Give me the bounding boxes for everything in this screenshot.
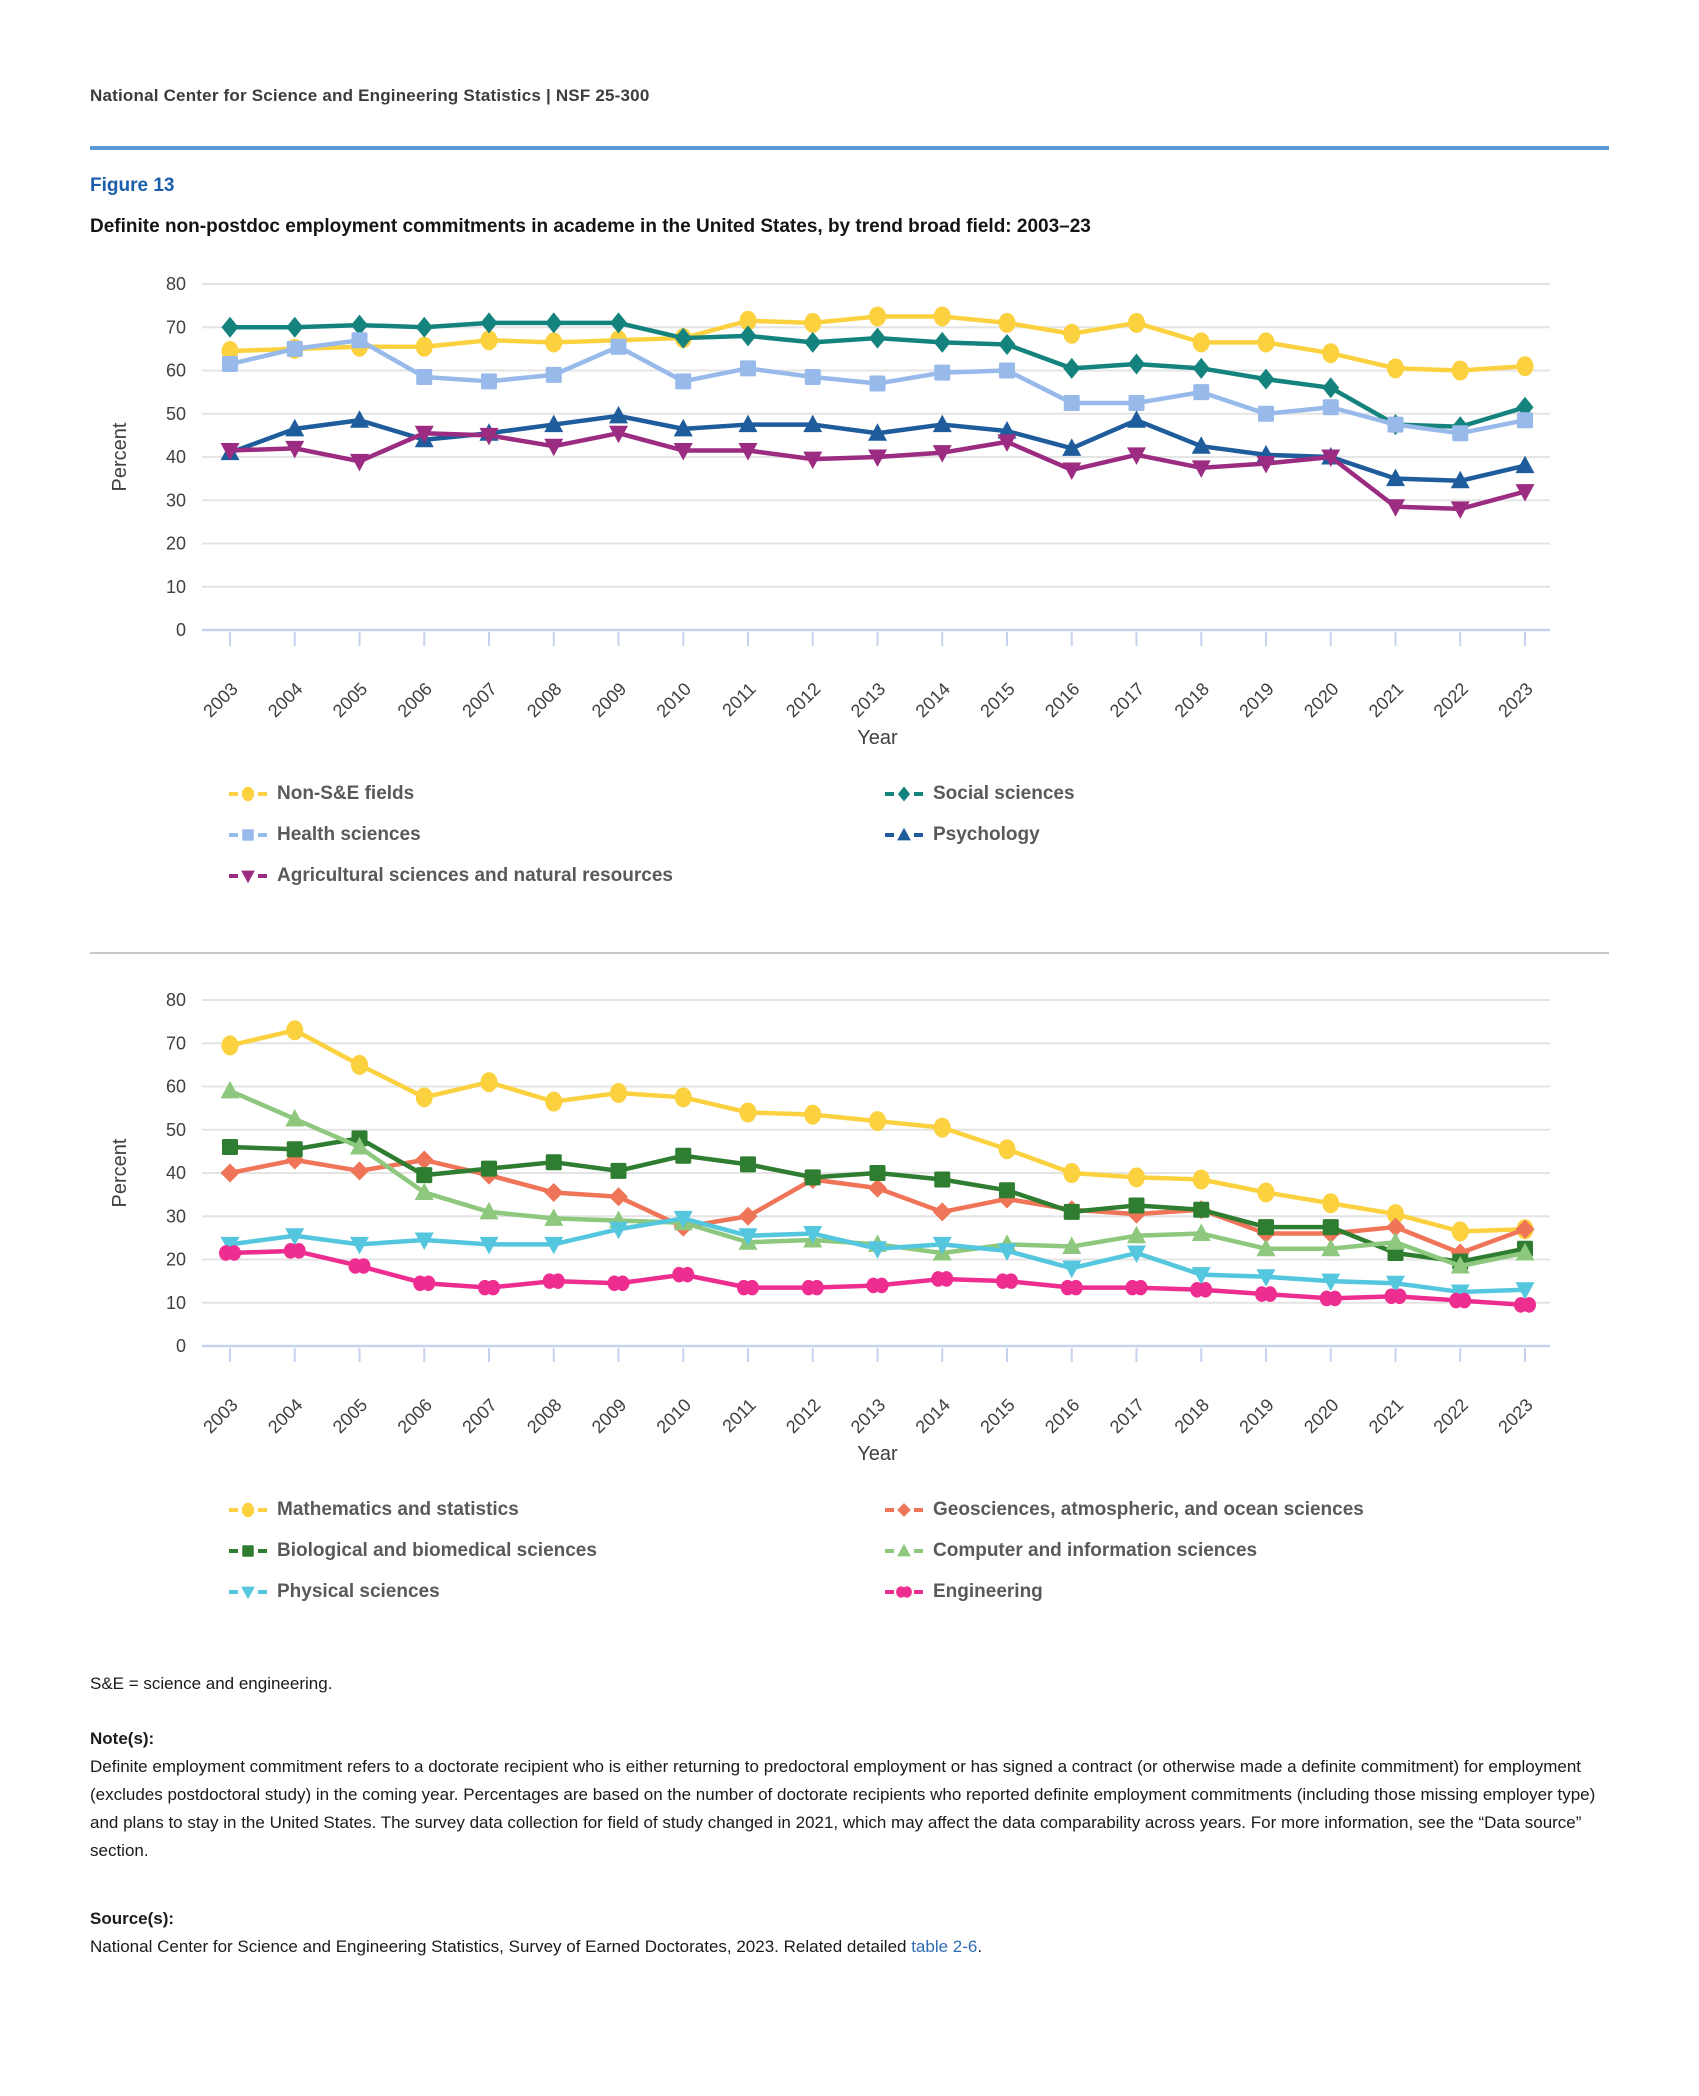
x-tick-label: 2014 [911,1394,955,1438]
legend-item-mathematics-and-statistics [228,1498,884,1522]
square-marker [546,367,562,383]
square-marker [1193,1202,1209,1218]
ellipse-marker [416,337,433,357]
x-tick-label: 2009 [587,1394,631,1438]
content [90,0,1609,1961]
x-tick-label: 2014 [911,678,955,722]
x-tick-label: 2011 [718,1394,760,1437]
triangle-up-marker [897,828,911,841]
diamond-legend-icon [884,1498,924,1522]
ellipse-marker [1063,1163,1080,1183]
figure-title: Definite non-postdoc employment commitments in academe in the United States, by trend broad field: 2003–23 [90,216,1091,237]
x-tick-label: 2023 [1494,1394,1537,1438]
square-marker [287,341,303,357]
square-marker [481,1161,497,1177]
double-circle-marker [1514,1297,1536,1313]
square-marker [805,1169,821,1185]
double-circle-marker [478,1280,500,1296]
ellipse-marker [740,1102,757,1122]
ellipse-marker [242,1503,254,1517]
triangle-down-marker [241,1587,255,1600]
double-circle-marker [284,1243,306,1259]
abbreviation-note: S&E = science and engineering. [90,1674,333,1693]
square-marker [546,1154,562,1170]
x-tick-label: 2010 [652,678,696,722]
double-circle-marker [896,1586,912,1597]
diamond-tall-marker [869,328,886,349]
legend-item-engineering [884,1580,1609,1604]
y-tick-label: 20 [165,1249,186,1270]
figure-label: Figure 13 [90,175,175,196]
y-tick-label: 60 [165,1076,186,1097]
square-marker [934,1171,950,1187]
ellipse-marker [222,1035,239,1055]
ellipse-legend-icon [228,782,268,806]
x-tick-label: 2020 [1300,678,1343,722]
triangle-down-marker [1062,1261,1081,1279]
x-tick-label: 2016 [1041,678,1084,722]
triangle-down-legend-icon [228,864,268,888]
double-circle-marker [1255,1286,1277,1302]
triangle-down-marker [241,871,255,884]
y-tick-label: 10 [165,576,186,597]
legend-item-geosciences-atmospheric-and-ocean-sciences [884,1498,1609,1522]
ellipse-marker [869,1111,886,1131]
square-marker [1258,1219,1274,1235]
double-circle-marker [543,1273,565,1289]
square-marker [740,1156,756,1172]
square-marker [1323,1219,1339,1235]
ellipse-marker [934,1118,951,1138]
triangle-up-marker [897,1544,911,1557]
source-text-before: National Center for Science and Engineering Statistics, Survey of Earned Doctorates, 2023. Related detailed [90,1937,912,1956]
y-tick-label: 10 [165,1292,186,1313]
x-tick-label: 2009 [587,678,631,722]
legend-label: Social sciences [933,783,1075,804]
ellipse-marker [675,1087,692,1107]
diamond-tall-marker [416,317,433,338]
legend-label: Psychology [933,824,1040,845]
square-marker [675,1148,691,1164]
square-marker [1517,412,1533,428]
diamond-tall-legend-icon [884,782,924,806]
square-marker [805,369,821,385]
chart-bottom-legend [228,1498,1609,1604]
legend-item-non-s-e-fields [228,782,884,806]
double-circle-marker [737,1280,759,1296]
square-marker [870,375,886,391]
series-psychology [221,406,1535,488]
triangle-down-marker [1062,462,1081,480]
diamond-tall-marker [1258,369,1275,390]
diamond-marker [868,1179,887,1198]
double-circle-marker [1320,1291,1342,1307]
x-tick-label: 2008 [523,678,566,722]
square-marker [352,332,368,348]
diamond-tall-marker [545,312,562,333]
x-tick-label: 2015 [976,1394,1019,1438]
double-circle-marker [672,1267,694,1283]
ellipse-marker [934,306,951,326]
y-tick-label: 20 [165,533,186,554]
square-legend-icon [228,1539,268,1563]
legend-item-social-sciences [884,782,1609,806]
legend-label: Geosciences, atmospheric, and ocean sciences [933,1499,1364,1520]
x-tick-label: 2004 [264,678,307,722]
x-tick-label: 2006 [393,1394,437,1438]
diamond-tall-marker [740,325,757,346]
x-tick-label: 2013 [846,1394,890,1438]
diamond-tall-marker [1322,377,1339,398]
legend-label: Computer and information sciences [933,1540,1258,1561]
x-tick-label: 2018 [1170,1394,1214,1438]
report-header: National Center for Science and Engineering Statistics | NSF 25-300 [90,86,650,105]
diamond-marker [544,1183,563,1202]
ellipse-marker [416,1087,433,1107]
double-circle-marker [1190,1282,1212,1298]
x-tick-label: 2023 [1494,678,1537,722]
chart-top-legend [228,782,1609,888]
square-marker [222,1139,238,1155]
x-tick-label: 2021 [1364,678,1408,722]
diamond-marker [1516,1220,1535,1239]
square-marker [1388,417,1404,433]
chart-bottom-broad-fields [90,980,1609,1472]
x-tick-label: 2015 [976,678,1019,722]
x-tick-label: 2004 [264,1394,307,1438]
double-circle-marker [608,1275,630,1291]
x-tick-label: 2012 [782,678,825,722]
y-axis-title: Percent [109,1138,131,1208]
triangle-up-marker [1516,456,1535,474]
legend-item-computer-and-information-sciences [884,1539,1609,1563]
diamond-tall-marker [1063,358,1080,379]
x-axis-title: Year [857,727,898,749]
ellipse-marker [481,1072,498,1092]
ellipse-marker [1452,361,1469,381]
x-tick-label: 2019 [1235,1394,1278,1438]
double-circle-marker [802,1280,824,1296]
square-marker [1193,384,1209,400]
double-circle-marker [1126,1280,1148,1296]
chart-top-broad-fields [90,264,1609,756]
square-marker [416,1167,432,1183]
x-tick-label: 2013 [846,678,890,722]
x-tick-label: 2019 [1235,678,1278,722]
y-tick-label: 70 [165,317,186,338]
triangle-up-marker [221,1081,240,1099]
ellipse-marker [1387,358,1404,378]
notes-heading: Note(s): [90,1729,155,1748]
y-tick-label: 30 [165,490,186,511]
ellipse-marker [1128,1167,1145,1187]
ellipse-legend-icon [228,1498,268,1522]
table-2-6-link[interactable]: table 2-6 [911,1937,978,1956]
double-circle-legend-icon [884,1580,924,1604]
double-circle-marker [1061,1280,1083,1296]
x-axis-title: Year [857,1443,898,1465]
ellipse-marker [1193,1169,1210,1189]
diamond-tall-marker [934,332,951,353]
x-tick-label: 2022 [1429,1394,1473,1438]
ellipse-marker [804,1105,821,1125]
square-marker [1323,399,1339,415]
triangle-up-legend-icon [884,823,924,847]
diamond-tall-marker [1193,358,1210,379]
x-tick-label: 2010 [652,1394,696,1438]
triangle-down-marker [350,454,369,472]
square-legend-icon [228,823,268,847]
diamond-marker [221,1164,240,1183]
x-tick-label: 2020 [1300,1394,1343,1438]
ellipse-marker [1322,1193,1339,1213]
ellipse-marker [999,1139,1016,1159]
square-marker [1064,395,1080,411]
square-marker [287,1141,303,1157]
legend-label: Physical sciences [277,1581,440,1602]
diamond-marker [415,1151,434,1170]
legend-item-health-sciences [228,823,884,847]
legend-label: Engineering [933,1581,1043,1602]
ellipse-marker [610,1083,627,1103]
square-marker [611,1163,627,1179]
ellipse-marker [1258,1182,1275,1202]
ellipse-marker [286,1020,303,1040]
double-circle-marker [349,1258,371,1274]
x-tick-label: 2007 [458,1394,501,1438]
diamond-tall-marker [898,786,910,801]
x-tick-label: 2021 [1364,1394,1408,1438]
y-tick-label: 80 [165,990,186,1010]
legend-label: Health sciences [277,824,421,845]
square-marker [242,1545,254,1557]
square-marker [1452,425,1468,441]
double-circle-marker [1449,1293,1471,1309]
ellipse-marker [242,787,254,801]
ellipse-marker [1517,356,1534,376]
square-marker [1129,395,1145,411]
y-tick-label: 50 [165,1119,186,1140]
diamond-tall-marker [286,317,303,338]
ellipse-marker [1258,332,1275,352]
y-tick-label: 60 [165,360,186,381]
diamond-tall-marker [999,334,1016,355]
square-marker [222,356,238,372]
ellipse-marker [1452,1221,1469,1241]
source-line [90,1933,1609,1961]
legend-item-physical-sciences [228,1580,884,1604]
triangle-down-marker [544,439,563,457]
double-circle-marker [219,1245,241,1261]
y-tick-label: 40 [165,447,186,467]
x-tick-label: 2017 [1105,1394,1149,1438]
diamond-marker [350,1161,369,1180]
square-marker [242,829,254,841]
ellipse-marker [1063,324,1080,344]
y-axis-title: Percent [109,422,131,492]
series-mathematics-and-statistics [222,1020,1534,1241]
square-marker [870,1165,886,1181]
source-heading: Source(s): [90,1909,175,1928]
y-tick-label: 70 [165,1033,186,1054]
diamond-marker [609,1187,628,1206]
triangle-down-legend-icon [228,1580,268,1604]
diamond-tall-marker [481,312,498,333]
legend-label: Biological and biomedical sciences [277,1540,597,1561]
double-circle-marker [996,1273,1018,1289]
square-marker [934,365,950,381]
x-tick-label: 2005 [328,678,372,722]
square-marker [481,373,497,389]
square-marker [1258,406,1274,422]
x-tick-label: 2018 [1170,678,1214,722]
notes-text: Definite employment commitment refers to a doctorate recipient who is either returning to predoctoral employment or has signed a contract (or otherwise made a definite commitment) for employment (excludes postdoctoral study) in the coming year. Percentages are based on the number of doctorate recipients who reported definite employment commitments (including those missing employer type) and plans to stay in the United States. The survey data collection for field of study changed in 2021, which may affect the data comparability across years. For more information, see the “Data source” section. [90,1757,1596,1860]
ellipse-marker [545,332,562,352]
square-marker [611,339,627,355]
double-circle-marker [931,1271,953,1287]
x-tick-label: 2016 [1041,1394,1084,1438]
x-tick-label: 2022 [1429,678,1473,722]
legend-label: Non-S&E fields [277,783,415,804]
ellipse-marker [1128,313,1145,333]
square-marker [1129,1197,1145,1213]
ellipse-marker [545,1092,562,1112]
ellipse-marker [999,313,1016,333]
diamond-tall-marker [222,317,239,338]
x-tick-label: 2006 [393,678,437,722]
square-marker [999,1182,1015,1198]
x-tick-label: 2007 [458,678,501,722]
ellipse-marker [1193,332,1210,352]
x-tick-label: 2003 [199,678,242,722]
x-tick-label: 2012 [782,1394,825,1438]
diamond-tall-marker [610,312,627,333]
y-tick-label: 0 [175,620,186,640]
legend-item-agricultural-sciences-and-natural-resources [228,864,884,888]
x-tick-label: 2017 [1105,678,1149,722]
x-tick-label: 2011 [718,678,760,721]
legend-label: Agricultural sciences and natural resources [277,865,673,886]
legend-label: Mathematics and statistics [277,1499,519,1520]
y-tick-label: 80 [165,274,186,294]
diamond-tall-marker [675,328,692,349]
square-marker [1064,1204,1080,1220]
diamond-tall-marker [804,332,821,353]
x-tick-label: 2005 [328,1394,372,1438]
ellipse-marker [1322,343,1339,363]
triangle-up-legend-icon [884,1539,924,1563]
ellipse-marker [869,306,886,326]
double-circle-marker [413,1275,435,1291]
square-marker [740,360,756,376]
y-tick-label: 30 [165,1206,186,1227]
charts-divider [90,952,1609,954]
source-text-after: . [977,1937,983,1956]
ellipse-marker [804,313,821,333]
diamond-marker [897,1503,911,1517]
x-tick-label: 2003 [199,1394,242,1438]
square-marker [416,369,432,385]
header-divider-rule [90,146,1609,150]
legend-item-psychology [884,823,1609,847]
legend-item-biological-and-biomedical-sciences [228,1539,884,1563]
y-tick-label: 50 [165,403,186,424]
square-marker [999,363,1015,379]
square-marker [675,373,691,389]
ellipse-marker [351,1055,368,1075]
x-tick-label: 2008 [523,1394,566,1438]
y-tick-label: 0 [175,1336,186,1356]
diamond-marker [933,1202,952,1221]
diamond-marker [739,1207,758,1226]
double-circle-marker [1385,1288,1407,1304]
double-circle-marker [867,1278,889,1294]
y-tick-label: 40 [165,1163,186,1183]
